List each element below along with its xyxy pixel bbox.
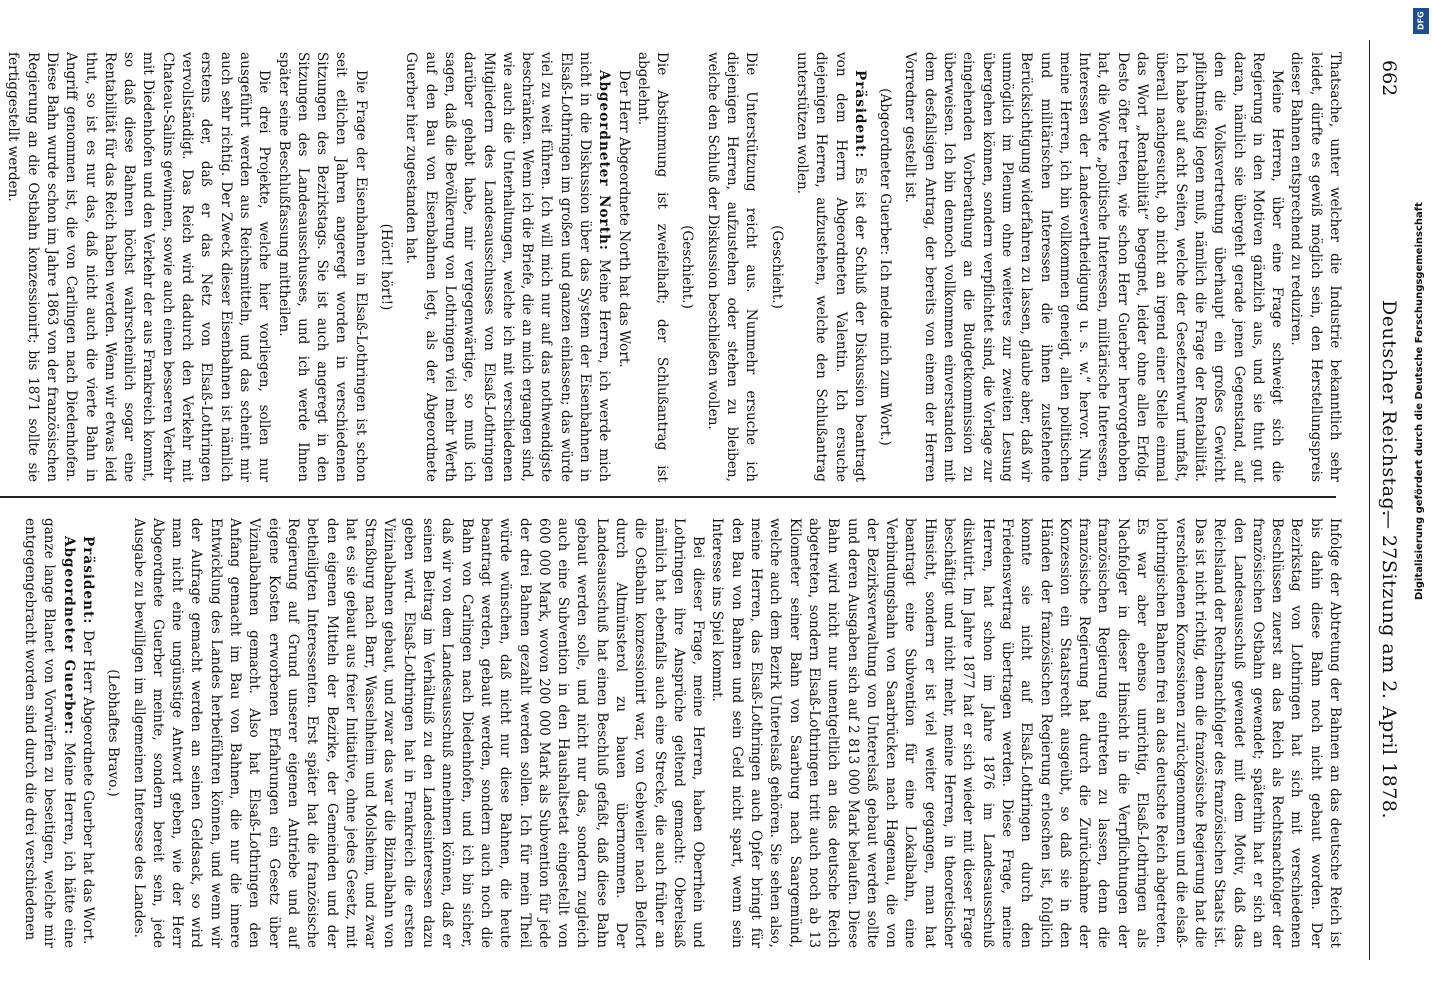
paragraph-text: Meine Herren, ich werde mich nicht in die Diskussion über das System der Eisenbahnen in Elsaß-Lothringen im großen und ganzen einlassen; das würde viel zu weit führen. Ich will mich nur auf das nothwendigste beschränken. Wenn ich die Briefe, die an mich ergangen sind, wie auch die Unterhaltungen, welche ich mit verschiedenen Mitgliedern des Landesausschusses von Elsaß-Lothringen darüber gehabt habe, mir vergegenwärtige, so muß ich sagen, daß die Bevölkerung von Lothringen viel mehr Werth auf den Bau von Eisenbahnen legt, als der Abgeordnete Guerber hier zugestanden hat. bbox=[403, 52, 613, 482]
header-separator: — 27. bbox=[1378, 510, 1400, 566]
paragraph bbox=[613, 52, 632, 482]
paragraph-text: Der Herr Abgeordnete Guerber hat das Wort. bbox=[80, 630, 96, 945]
paragraph-text: Die Abstimmung ist zweifelhaft; der Schlußantrag ist abgelehnt. bbox=[634, 52, 671, 482]
paragraph bbox=[703, 52, 761, 482]
dfg-logo: DFG bbox=[1413, 8, 1429, 34]
paragraph bbox=[707, 518, 1344, 948]
paragraph bbox=[273, 52, 369, 482]
paragraph bbox=[20, 518, 78, 948]
page-header bbox=[1369, 40, 1404, 960]
paragraph-text: Thatsache, unter welcher die Industrie bekanntlich sehr leidet, dürfte es gewiß möglich sein, den Herstellungspreis dieser Bahnen entsprechend zu reduziren. bbox=[1288, 52, 1343, 482]
paragraph-text: Bei dieser Frage, meine Herren, haben Oberrhein und Lothringen ihre Ansprüche geltend gemacht: Oberelsaß nämlich hat ebenfalls auch eine Strecke, die auch früher an die Ostbahn konzessionirt war, von Gebweiler nach Belfort durch Altmünsterol zu bauen übernommen. Der Landesausschuß hat einen Beschluß gefaßt, daß diese Bahn gebaut werden solle, und nicht nur das, sondern zugleich auch eine Subvention in den Haushaltsetat eingestellt von 600 000 Mark, wovon 200 000 Mark als Subvention für jede der drei Bahnen gezahlt werden sollen. Ich für mein Theil würde wünschen, daß nicht nur diese Bahnen, die heute beantragt werden, gebaut werden, sondern auch noch die Bahn von Carlingen nach Diedenhofen, und ich bin sicher, daß wir von dem Landesausschuß annehmen können, daß er seinen Beitrag im Verhältniß zu den Landesinteressen dazu geben wird. Elsaß-Lothringen hat in Frankreich die ersten Vizinalbahnen gebaut, und zwar das war die Bizinalbahn von Straßburg nach Barr, Wasselnheim und Molsheim, und zwar hat es sie gebaut aus freier Initiative, ohne jedes Gesetz, mit den eigenen Mitteln der Bezirke, der Gemeinden und der betheiligten Interessenten. Erst später hat die französische Regierung auf Grund unserer eigenen Antriebe und auf eigene Kosten erworbenen Erfahrungen ein Gesetz über Vizinalbahnen gemacht. Also hat Elsaß-Lothringen den Anfang gemacht im Bau von Bahnen, die nur die innere Entwicklung des Landes herbeiführen können, und wenn wir der Aufrage gemacht werden an seinen Geldsack, so wird man nicht eine ungünstige Antwort geben, wie der Herr Abgeordnete Guerber meinte, sondern bereit sein, jede Ausgabe zu bewilligen im allgemeinen Interesse des Landes. bbox=[130, 518, 707, 948]
paragraph bbox=[792, 52, 869, 482]
speaker-name: Abgeordneter Guerber: bbox=[60, 536, 77, 743]
paragraph-text: Infolge der Abtretung der Bahnen an das deutsche Reich ist bis dahin diese Bahn noch nicht gebaut worden. Der Bezirkstag von Lothringen hat sich mit verschiedenen Beschlüssen zuerst an das Reich als Rechtsnachfolger der französischen Ostbahn gewendet; späterhin hat er sich an den Landesausschuß gewendet mit dem Motiv, daß das Reichsland der Rechtsnachfolger des französischen Staats ist. Das ist nicht richtig, denn die französische Regierung hat die verschiedenen Konzessionen zurückgenommen und die elsaß-lothringischen Bahnen frei an das deutsche Reich abgetreten. Es war aber ebenso unrichtig, Elsaß-Lothringen als Nachfolger in dieser Hinsicht in die Verpflichtungen der französischen Regierung eintreten zu lassen, denn die französische Regierung hat durch die Zurücknahme der Konzession ein Staatsrecht ausgeübt, so daß sie in den Händen der französischen Regierung erloschen ist, folglich konnte sie nicht auf Elsaß-Lothringen durch den Friedensvertrag übertragen werden. Diese Frage, meine Herren, hat schon im Jahre 1876 im Landesausschuß diskutirt. Im Jahre 1877 hat er sich wieder mit dieser Frage beschäftigt und nicht mehr, meine Herren, in theoretischer Hinsicht, sondern er ist viel weiter gegangen, man hat beantragt eine Subvention für eine Lokalbahn, eine Verbindungsbahn von Saarbrücken nach Hagenau, die von der Bezirksverwaltung von Unterelsaß gebaut werden sollte und deren Ausgaben sich auf 2 813 000 Mark belaufen. Diese Bahn wird nicht nur unentgeltlich an das deutsche Reich abgetreten, sondern Elsaß-Lothringen tritt auch noch ab 13 Kilometer seiner Bahn von Saarburg nach Saargemünd, welche auch dem Bezirk Unterelsaß gehören. Sie sehen also, meine Herren, das Elsaß-Lothringen auch Opfer bringt für den Bau von Bahnen und sein Geld nicht spart, wenn sein Interesse ins Spiel kommt. bbox=[709, 518, 1343, 948]
speaker-name: Präsident: bbox=[80, 536, 96, 631]
stage-direction: (Geschieht.) bbox=[679, 225, 696, 309]
digitization-credit: Digitalisierung gefördert durch die Deutsche Forschungsgemeinschaft bbox=[1414, 202, 1425, 600]
paragraph-text: Der Herr Abgeordnete North hat das Wort. bbox=[615, 70, 632, 368]
stage-direction: (Lebhaftes Bravo.) bbox=[105, 669, 122, 797]
paragraph-text: Es ist der Schluß der Diskussion beantragt von dem Herrn Abgeordneten Valentin. Ich ersuche diejenigen Herren, aufzustehen, welche den Schlußantrag unterstützen wollen. bbox=[793, 52, 868, 482]
paragraph bbox=[401, 52, 613, 482]
column-divider bbox=[0, 496, 1336, 498]
paragraph bbox=[1286, 52, 1344, 482]
digitization-sidebar bbox=[1412, 0, 1432, 1000]
paragraph-text: Meine Herren, über eine Frage schweigt sich die Regierung in den Motiven gänzlich aus, und sie thut gut daran, nämlich sie übergeht gerade jenen Gegenstand, auf den die Volksvertretung überhaupt ein großes Gewicht pflichtmäßig legen muß, nämlich die Frage der Rentabilität. Ich habe auf acht Seiten, welche der Gesetzentwurf umfaßt, überall nachgesucht, ob nicht an irgend einer Stelle einmal das Wort „Rentabilität“ begegnet, leider ohne allen Erfolg. Desto öfter treten, wie schon Herr Guerber hervorgehoben hat, die Worte „politische Interessen, militärische Interessen, Interessen der Landesvertheidigung u. s. w.“ hervor. Nun, meine Herren, ich bin vollkommen geneigt, allen politischen und militärischen Interessen die ihnen zustehende Berücksichtigung widerfahren zu lassen, glaube aber, daß wir unmöglich im Plenum ohne weiteres zur zweiten Lesung übergehen können, sondern verpflichtet sind, die Vorlage zur eingehenden Vorberathung an die Budgetkommission zu überweisen. Ich bin dennoch vollkommen einverstanden mit dem desfallsigen Antrag, der bereits von einem der Herren Vorredner gestellt ist. bbox=[902, 52, 1286, 482]
stage-direction: (Abgeordneter Guerber: Ich melde mich zum Wort.) bbox=[877, 88, 894, 446]
header-right-title: Sitzung am 2. April 1878. bbox=[1378, 560, 1400, 820]
header-left-title: Deutscher Reichstag. bbox=[1378, 300, 1400, 517]
paragraph bbox=[633, 52, 672, 482]
left-column bbox=[3, 52, 1344, 482]
paragraph-text: Die drei Projekte, welche hier vorliegen, sollen nur ausgeführt werden aus Reichsmitteln, und das scheint mir auch sehr richtig. Der Zweck dieser Eisenbahnen ist nämlich erstens der, daß er das Netz von Elsaß-Lothringen vervollständigt. Das Reich wird dadurch den Verkehr mit Chateau-Salins gewinnen, sowie auch einen besseren Verkehr mit Diedenhofen und den Verkehr der aus Frankreich kommt, so daß diese Bahnen höchst wahrscheinlich sogar eine Rentabilität für das Reich haben werden. Wenn wir etwas leid thut, so ist es nur das, daß nicht auch die vierte Bahn in Angriff genommen ist, die von Carlingen nach Diedenhofen. Diese Bahn wurde schon im Jahre 1863 von der französischen Regierung an die Ostbahn konzessionirt; bis 1871 sollte sie fertiggestellt werden. bbox=[5, 52, 273, 482]
stage-direction: (Geschieht.) bbox=[768, 225, 785, 309]
paragraph-text: Die Frage der Eisenbahnen in Elsaß-Lothringen ist schon seit etlichen Jahren angeregt worden in verschiedenen Sitzungen des Bezirkstags. Sie ist auch angeregt in den Sitzungen des Landesausschusses, und ich werde Ihnen später seine Beschlußfassung mittheilen. bbox=[275, 52, 369, 482]
page-number: 662 bbox=[1378, 60, 1400, 97]
speaker-name: Präsident: bbox=[851, 70, 868, 168]
paragraph bbox=[900, 52, 1286, 482]
stage-direction: (Hört! hört!) bbox=[378, 223, 395, 311]
paragraph bbox=[3, 52, 273, 482]
paragraph-text: Die Unterstützung reicht aus. Nunmehr ersuche ich diejenigen Herren, aufzustehen oder stehen zu bleiben, welche den Schluß der Diskussion beschließen wollen. bbox=[704, 52, 760, 482]
paragraph-text: Meine Herren, ich hätte eine ganze lange Blanet von Vorwürfen zu beseitigen, welche mir entgegengebracht worden sind durch die drei verschiedenen bbox=[22, 518, 77, 948]
paragraph bbox=[128, 518, 707, 948]
right-column bbox=[20, 518, 1344, 948]
speaker-name: Abgeordneter North: bbox=[596, 70, 613, 260]
paragraph bbox=[78, 518, 97, 948]
